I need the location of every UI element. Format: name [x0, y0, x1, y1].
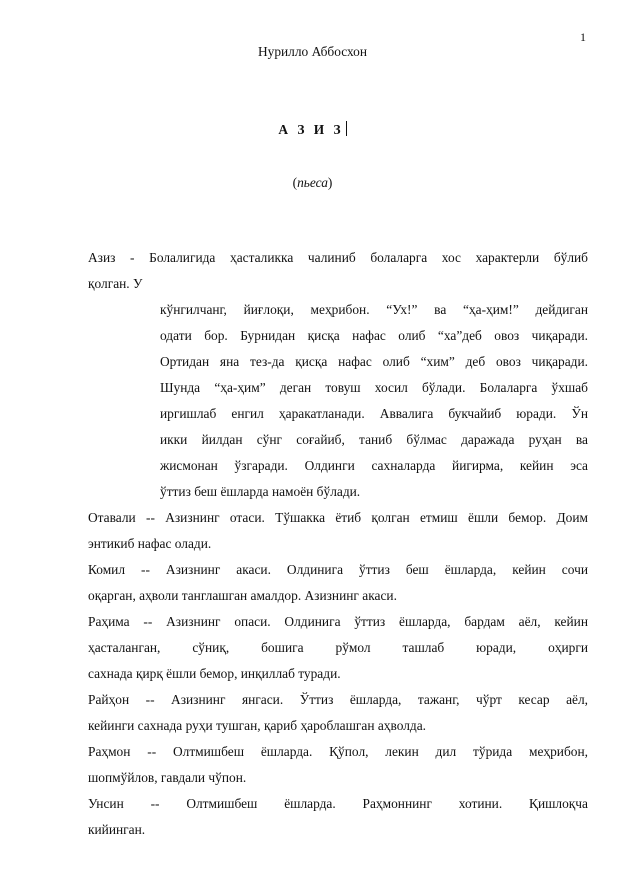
- text-line: одати бор. Бурнидан қисқа нафас олиб “ха”деб овоз чиқаради.: [160, 328, 588, 343]
- play-title: [0, 121, 625, 138]
- text-line: Раҳмон -- Олтмишбеш ёшларда. Қўпол, лекин дил тўрида меҳрибон,: [88, 744, 588, 759]
- text-line: Унсин -- Олтмишбеш ёшларда. Раҳмоннинг хотини. Қишлоқча: [88, 796, 588, 811]
- text-line: кейинги сахнада руҳи тушган, қариб ҳароблашган аҳволда.: [88, 718, 427, 733]
- text-line: кийинган.: [88, 822, 146, 837]
- text-line: Комил -- Азизнинг акаси. Олдинига ўттиз беш ёшларда, кейин сочи: [88, 562, 588, 577]
- text-line: икки йилдан сўнг соғайиб, таниб бўлмас даражада руҳан ва: [160, 432, 588, 447]
- text-line: сахнада қирқ ёшли бемор, инқиллаб туради.: [88, 666, 341, 681]
- subtitle-open: (: [292, 175, 298, 190]
- text-line: оқарган, аҳволи танглашган амалдор. Азизнинг акаси.: [88, 588, 397, 603]
- play-title-text: А З И З: [278, 122, 344, 137]
- text-line: Раҳима -- Азизнинг опаси. Олдинига ўттиз ёшларда, бардам аёл, кейин: [88, 614, 588, 629]
- text-line: қолган. У: [88, 276, 143, 291]
- text-line: энтикиб нафас олади.: [88, 536, 212, 551]
- subtitle-word: пьеса: [297, 175, 328, 190]
- text-line: ўттиз беш ёшларда намоён бўлади.: [160, 484, 361, 499]
- text-line: кўнгилчанг, йиғлоқи, меҳрибон. “Ух!” ва “ҳа-ҳим!” дейдиган: [160, 302, 588, 317]
- text-line: Азиз - Болалигида ҳасталикка чалиниб болаларга хос характерли бўлиб: [88, 250, 588, 265]
- text-line: Райҳон -- Азизнинг янгаси. Ўттиз ёшларда, тажанг, чўрт кесар аёл,: [88, 692, 588, 707]
- text-line: жисмонан ўзгаради. Олдинги сахналарда йигирма, кейин эса: [160, 458, 588, 473]
- author-name: Нурилло Аббосхон: [257, 44, 368, 59]
- text-line: иргишлаб енгил ҳаракатланади. Аввалига букчайиб юради. Ўн: [160, 406, 588, 421]
- text-cursor: [346, 121, 347, 136]
- play-subtitle: [0, 175, 625, 191]
- text-line: Ортидан яна тез-да қисқа нафас олиб “хим” деб овоз чиқаради.: [160, 354, 588, 369]
- subtitle-close: ): [327, 175, 333, 190]
- text-line: шопмўйлов, гавдали чўпон.: [88, 770, 247, 785]
- text-line: Отавали -- Азизнинг отаси. Тўшакка ётиб қолган етмиш ёшли бемор. Доим: [88, 510, 588, 525]
- text-line: ҳасталанган, сўниқ, бошига рўмол ташлаб юради, оҳирги: [88, 640, 588, 655]
- page-number: 1: [580, 30, 586, 44]
- text-line: Шунда “ҳа-ҳим” деган товуш хосил бўлади. Болаларга ўхшаб: [160, 380, 588, 395]
